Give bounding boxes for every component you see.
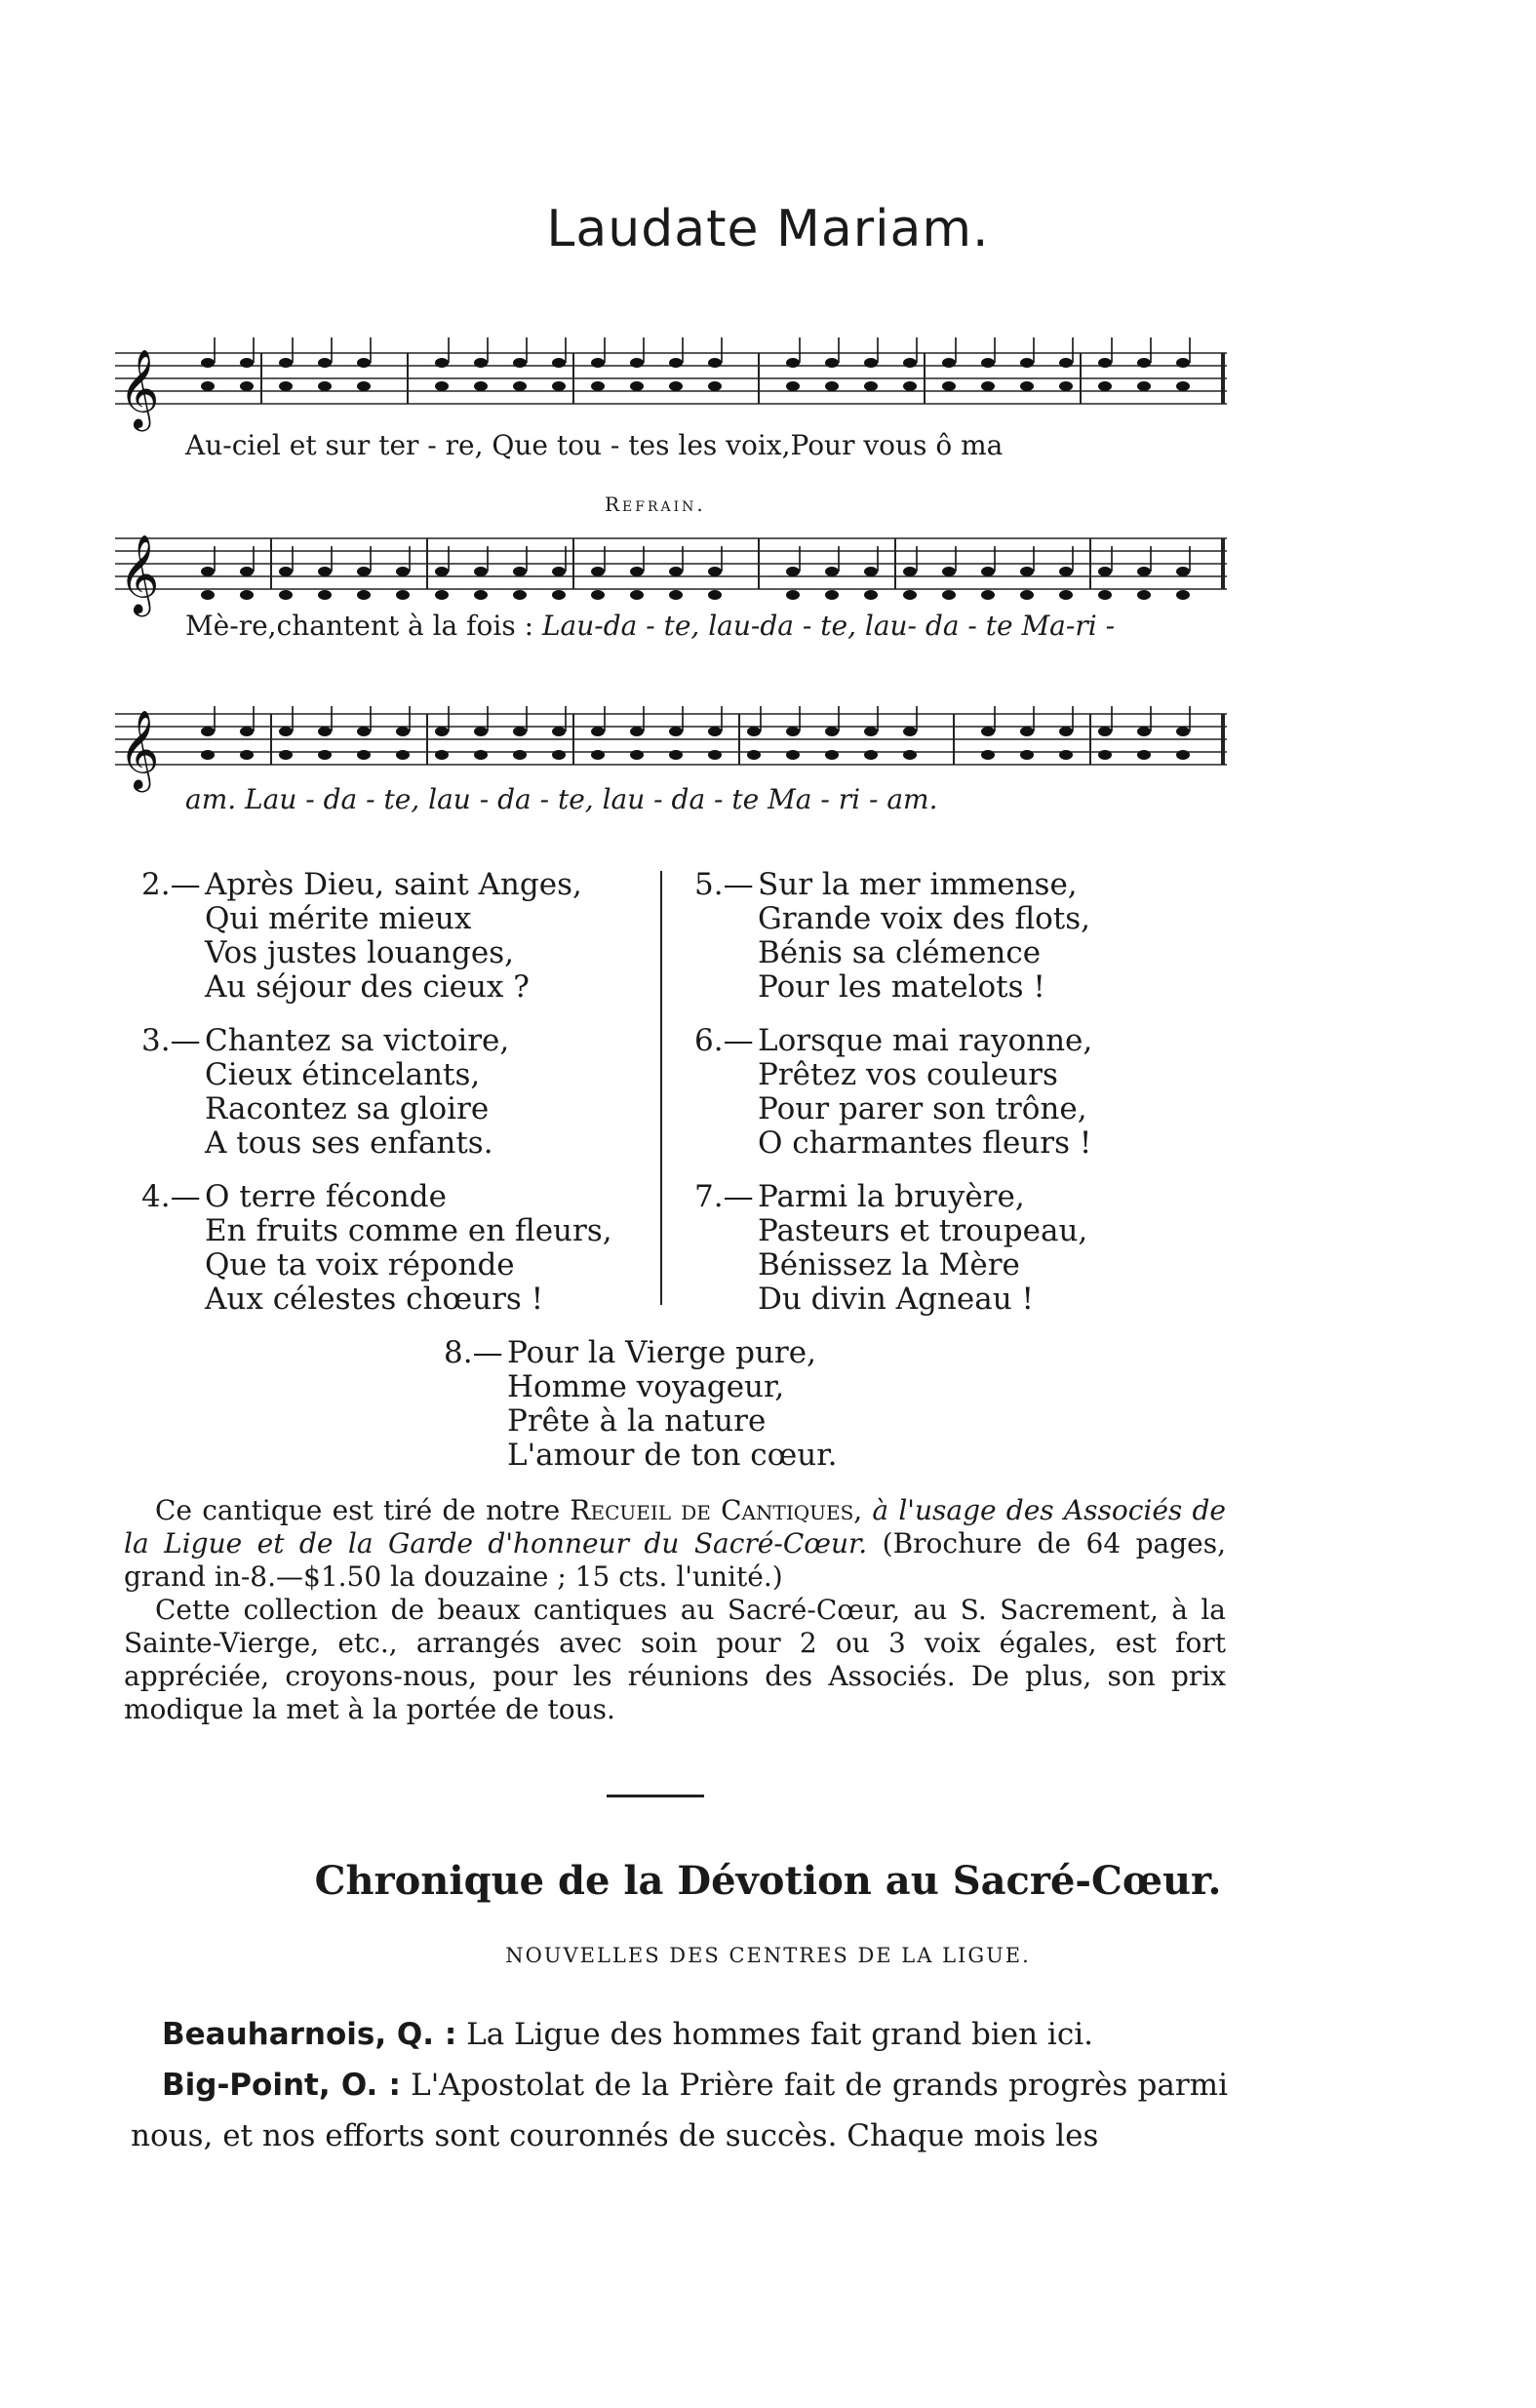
note-head (1176, 358, 1190, 368)
chronicle-entries (131, 2009, 1228, 2161)
note-head (357, 381, 371, 391)
note-head (669, 567, 683, 576)
note-head (474, 590, 488, 600)
note-head (864, 567, 878, 576)
music-staff-3 (115, 692, 1227, 794)
note-head (786, 567, 800, 576)
note-head (786, 750, 800, 760)
note-head (942, 590, 956, 600)
note-head (864, 381, 878, 391)
note-head (552, 567, 566, 576)
note-head (279, 750, 293, 760)
note-head (708, 727, 722, 736)
note-head (1098, 590, 1112, 600)
note-head (318, 358, 332, 368)
note-head (435, 750, 449, 760)
note-head (1176, 727, 1190, 736)
note-head (1137, 567, 1151, 576)
note-head (1020, 381, 1034, 391)
note-head (1059, 590, 1073, 600)
lyric-segment: Au-ciel et sur ter - re, Que tou - tes les voix,Pour vous ô ma (185, 429, 1004, 461)
note-head (240, 590, 254, 600)
chronicle-title: Chronique de la Dévotion au Sacré-Cœur. (314, 1858, 1222, 1904)
note-head (981, 590, 995, 600)
section-rule (607, 1795, 704, 1797)
lyric-segment: Lau-da - te, lau-da - te, lau- da - te Ma-ri - (541, 610, 1116, 642)
note-head (864, 358, 878, 368)
note-head (396, 727, 410, 736)
note-head (1059, 727, 1073, 736)
note-head (1059, 381, 1073, 391)
note-head (825, 358, 839, 368)
note-head (1137, 381, 1151, 391)
note-head (630, 750, 644, 760)
note-head (318, 727, 332, 736)
note-head (513, 381, 527, 391)
note-head (1020, 750, 1034, 760)
note-head (1098, 727, 1112, 736)
note-head (435, 567, 449, 576)
note-head (552, 358, 566, 368)
note-head (318, 590, 332, 600)
music-staff-1 (115, 332, 1227, 433)
note-head (1098, 381, 1112, 391)
note-head (903, 590, 917, 600)
note-head (1020, 358, 1034, 368)
note-head (1137, 750, 1151, 760)
note-head (1098, 567, 1112, 576)
note-head (240, 381, 254, 391)
note-head (240, 567, 254, 576)
note-head (903, 750, 917, 760)
note-head (669, 381, 683, 391)
note-head (513, 750, 527, 760)
note-head (630, 358, 644, 368)
note-head (708, 381, 722, 391)
note-head (474, 567, 488, 576)
note-head (513, 590, 527, 600)
note-head (1137, 727, 1151, 736)
note-head (474, 358, 488, 368)
note-head (669, 358, 683, 368)
note-head (552, 727, 566, 736)
note-head (240, 750, 254, 760)
lyrics-line-3 (185, 783, 1209, 815)
note-head (669, 727, 683, 736)
treble-clef-icon: 𝄞 (119, 709, 160, 789)
note-head (201, 381, 215, 391)
verse-4: 4.— O terre féconde En fruits comme en fleurs, Que ta voix réponde Aux célestes chœurs ! (141, 1179, 612, 1317)
note-head (279, 358, 293, 368)
note-head (1176, 567, 1190, 576)
note-head (786, 381, 800, 391)
entry-beauharnois: Beauharnois, Q. : La Ligue des hommes fait grand bien ici. (162, 2017, 1093, 2052)
note-head (591, 358, 605, 368)
note-head (864, 750, 878, 760)
note-head (591, 567, 605, 576)
lyric-segment: Mè-re,chantent à la fois : (185, 610, 542, 642)
verse-8: 8.— Pour la Vierge pure, Homme voyageur, Prête à la nature L'amour de ton cœur. (444, 1335, 838, 1473)
note-head (1020, 727, 1034, 736)
note-head (981, 750, 995, 760)
note-head (279, 381, 293, 391)
note-head (669, 590, 683, 600)
note-head (279, 727, 293, 736)
note-head (981, 381, 995, 391)
note-head (396, 567, 410, 576)
lyrics-line-2 (185, 610, 1209, 642)
note-head (981, 727, 995, 736)
note-head (708, 590, 722, 600)
verse-6: 6.— Lorsque mai rayonne, Prêtez vos couleurs Pour parer son trône, O charmantes fleurs ! (694, 1023, 1093, 1161)
note-head (747, 727, 761, 736)
note-head (1020, 590, 1034, 600)
note-head (513, 727, 527, 736)
treble-clef-icon: 𝄞 (119, 348, 160, 428)
note-head (201, 358, 215, 368)
entry-big-point: Big-Point, O. : L'Apostolat de la Prière fait de grands progrès parmi nous, et nos efforts sont couronnés de succès. Chaque mois les (131, 2068, 1228, 2153)
note-head (708, 358, 722, 368)
note-head (513, 358, 527, 368)
note-head (942, 567, 956, 576)
note-head (201, 590, 215, 600)
note-head (357, 358, 371, 368)
note-head (396, 750, 410, 760)
verse-5: 5.— Sur la mer immense, Grande voix des flots, Bénis sa clémence Pour les matelots ! (694, 867, 1091, 1005)
note-head (708, 750, 722, 760)
note-head (201, 750, 215, 760)
verse-column-divider (660, 871, 662, 1305)
note-head (513, 567, 527, 576)
note-head (942, 381, 956, 391)
note-head (864, 727, 878, 736)
note-head (318, 750, 332, 760)
note-head (630, 567, 644, 576)
note-head (318, 381, 332, 391)
note-head (240, 727, 254, 736)
note-head (825, 590, 839, 600)
song-title: Laudate Mariam. (546, 200, 990, 258)
verse-2: 2.— Après Dieu, saint Anges, Qui mérite mieux Vos justes louanges, Au séjour des cieux ? (141, 867, 582, 1005)
note-head (357, 727, 371, 736)
note-head (1137, 590, 1151, 600)
note-head (903, 727, 917, 736)
note-head (1176, 381, 1190, 391)
note-head (591, 381, 605, 391)
note-head (357, 590, 371, 600)
refrain-label: Refrain. (605, 493, 706, 516)
note-head (1176, 750, 1190, 760)
note-head (786, 727, 800, 736)
note-head (981, 567, 995, 576)
note-head (435, 381, 449, 391)
note-head (630, 727, 644, 736)
note-head (1020, 567, 1034, 576)
note-head (825, 750, 839, 760)
note-head (240, 358, 254, 368)
note-head (825, 567, 839, 576)
note-head (864, 590, 878, 600)
note-head (1059, 567, 1073, 576)
note-head (201, 567, 215, 576)
note-head (669, 750, 683, 760)
note-head (630, 590, 644, 600)
note-head (435, 727, 449, 736)
note-head (1098, 358, 1112, 368)
note-head (1176, 590, 1190, 600)
note-head (591, 750, 605, 760)
treble-clef-icon: 𝄞 (119, 533, 160, 613)
note-head (1059, 358, 1073, 368)
note-head (474, 750, 488, 760)
note-head (1137, 358, 1151, 368)
note-head (903, 358, 917, 368)
note-head (903, 567, 917, 576)
note-head (942, 358, 956, 368)
lyrics-line-1 (185, 429, 1209, 461)
note-head (708, 567, 722, 576)
lyric-segment: am. Lau - da - te, lau - da - te, lau - da - te Ma - ri - am. (185, 783, 938, 815)
chronicle-subtitle: NOUVELLES DES CENTRES DE LA LIGUE. (505, 1944, 1031, 1967)
note-head (279, 590, 293, 600)
note-head (825, 381, 839, 391)
note-paragraph-2: Cette collection de beaux cantiques au Sacré-Cœur, au S. Sacrement, à la Sainte-Vierge, etc., arrangés avec soin pour 2 ou 3 voix égales, est fort appréciée, croyons-nous, pour les réunions des Associés. De plus, son prix modique la met à la portée de tous. (124, 1594, 1226, 1725)
note-head (435, 590, 449, 600)
note-head (903, 381, 917, 391)
note-head (474, 381, 488, 391)
note-head (591, 590, 605, 600)
note-head (396, 590, 410, 600)
note-head (1098, 750, 1112, 760)
note-head (786, 590, 800, 600)
note-head (786, 358, 800, 368)
note-head (1059, 750, 1073, 760)
note-head (357, 750, 371, 760)
note-head (825, 727, 839, 736)
note-head (747, 750, 761, 760)
verse-3: 3.— Chantez sa victoire, Cieux étincelants, Racontez sa gloire A tous ses enfants. (141, 1023, 510, 1161)
collection-note (124, 1494, 1226, 1726)
note-head (591, 727, 605, 736)
note-head (201, 727, 215, 736)
note-head (357, 567, 371, 576)
note-head (552, 590, 566, 600)
note-head (552, 750, 566, 760)
note-head (552, 381, 566, 391)
note-paragraph-1: Ce cantique est tiré de notre Recueil de Cantiques, à l'usage des Associés de la Ligue et de la Garde d'honneur du Sacré-Cœur. (Brochure de 64 pages, grand in-8.—$1.50 la douzaine ; 15 cts. l'unité.) (124, 1494, 1226, 1593)
note-head (318, 567, 332, 576)
note-head (435, 358, 449, 368)
note-head (279, 567, 293, 576)
music-staff-2 (115, 517, 1227, 618)
note-head (981, 358, 995, 368)
verse-7: 7.— Parmi la bruyère, Pasteurs et troupeau, Bénissez la Mère Du divin Agneau ! (694, 1179, 1088, 1317)
note-head (474, 727, 488, 736)
note-head (630, 381, 644, 391)
